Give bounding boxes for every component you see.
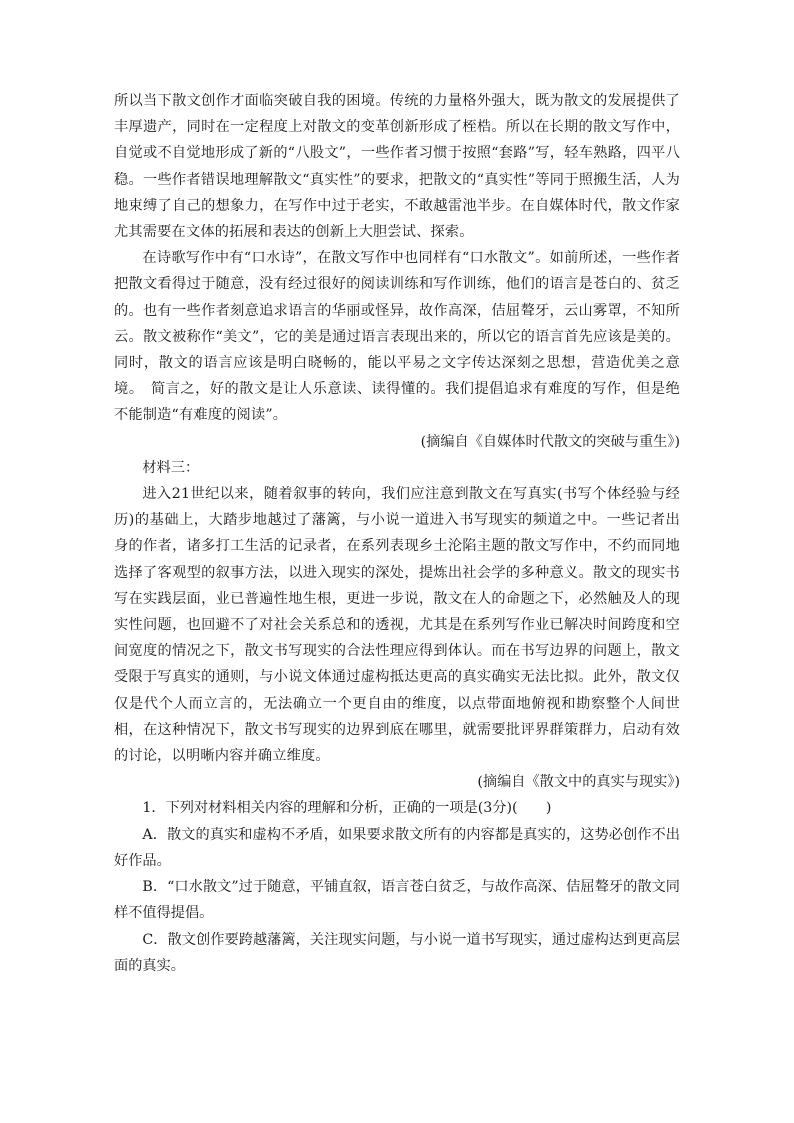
document-page bbox=[114, 88, 680, 979]
material-two-paragraph-1: 所以当下散文创作才面临突破自我的困境。传统的力量格外强大，既为散文的发展提供了丰厚遗产，同时在一定程度上对散文的变革创新形成了桎梏。所以在长期的散文写作中，自觉或不自觉地形成了新的“八股文”，一些作者习惯于按照“套路”写，轻车熟路，四平八稳。一些作者错误地理解散文“真实性”的要求，把散文的“真实性”等同于照搬生活，人为地束缚了自己的想象力，在写作中过于老实，不敢越雷池半步。在自媒体时代，散文作家尤其需要在文体的拓展和表达的创新上大胆尝试、探索。 bbox=[114, 93, 680, 241]
material-three-source: (摘编自《散文中的真实与现实》) bbox=[477, 774, 680, 791]
material-three-paragraph-1: 进入21世纪以来，随着叙事的转向，我们应注意到散文在写真实(书写个体经验与经历)的基础上，大踏步地越过了藩篱，与小说一道进入书写现实的频道之中。一些记者出身的作者，诸多打工生活的记录者，在系列表现乡土沦陷主题的散文写作中，不约而同地选择了客观型的叙事方法，以进入现实的深处，提炼出社会学的多种意义。散文的现实书写在实践层面，业已普遍性地生根，更进一步说，散文在人的命题之下，必然触及人的现实性问题，也回避不了对社会关系总和的透视，尤其是在系列写作业已解决时间跨度和空间宽度的情况之下，散文书写现实的合法性理应得到体认。而在书写边界的问题上，散文受限于写真实的通则，与小说文体通过虚构抵达更高的真实确实无法比拟。此外，散文仅仅是代个人而立言的，无法确立一个更自由的维度，以点带面地俯视和勘察整个人间世相，在这种情况下，散文书写现实的边界到底在哪里，就需要批评界群策群力，启动有效的讨论，以明晰内容并确立维度。 bbox=[114, 486, 680, 765]
material-two-paragraph-2: 在诗歌写作中有“口水诗”，在散文写作中也同样有“口水散文”。如前所述，一些作者把散文看得过于随意，没有经过很好的阅读训练和写作训练，他们的语言是苍白的、贫乏的。也有一些作者刻意追求语言的华丽或怪异，故作高深，佶屈聱牙，云山雾罩，不知所云。散文被称作“美文”，它的美是通过语言表现出来的，所以它的语言首先应该是美的。同时，散文的语言应该是明白晓畅的，能以平易之文字传达深刻之思想，营造优美之意境。 简言之，好的散文是让人乐意读、读得懂的。我们提倡追求有难度的写作，但是绝不能制造“有难度的阅读”。 bbox=[114, 250, 680, 424]
question-1-option-c: C．散文创作要跨越藩篱，关注现实问题，与小说一道书写现实，通过虚构达到更高层面的真实。 bbox=[114, 931, 680, 974]
material-two-source: (摘编自《自媒体时代散文的突破与重生》) bbox=[420, 433, 680, 450]
question-1-stem: 1．下列对材料相关内容的理解和分析，正确的一项是(3分)( ) bbox=[142, 800, 552, 817]
material-three-label: 材料三： bbox=[142, 459, 200, 476]
question-1-option-a: A．散文的真实和虚构不矛盾，如果要求散文所有的内容都是真实的，这势必创作不出好作品。 bbox=[114, 826, 680, 869]
question-1-option-b: B．“口水散文”过于随意，平铺直叙，语言苍白贫乏，与故作高深、佶屈聱牙的散文同样不值得提倡。 bbox=[114, 879, 680, 922]
